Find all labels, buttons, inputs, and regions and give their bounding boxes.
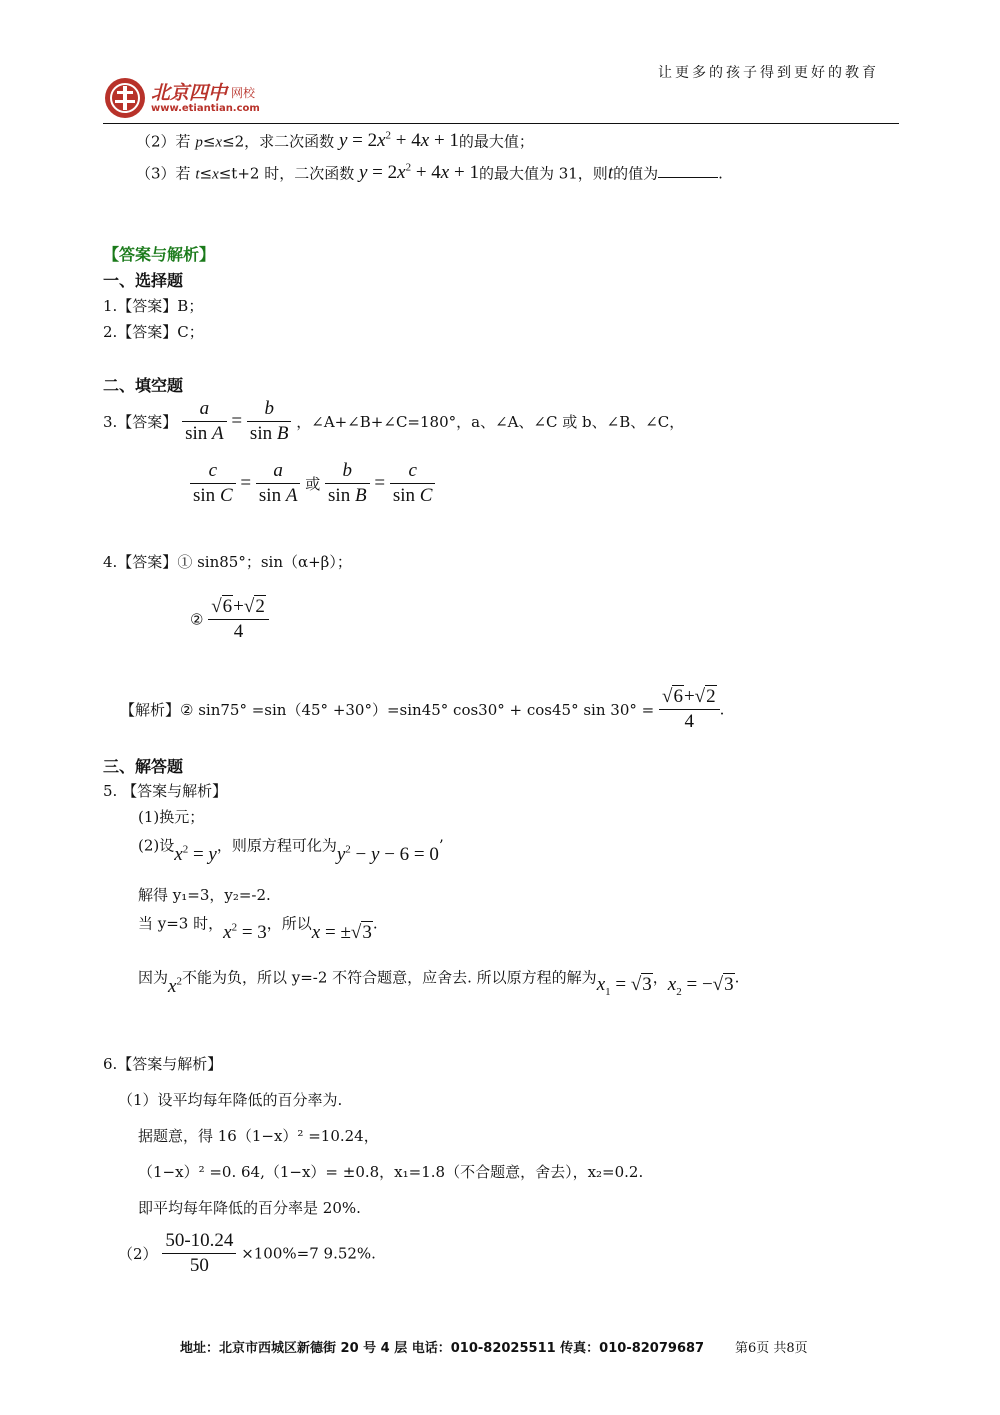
answer-3-line2: $\frac{c}{\text{sin C}}$ = $\frac{a}{\text{sin A}}$ 或 $\frac{b}{\text{sin B}}$ = $\frac{c}{\text{sin C}}$	[190, 460, 435, 507]
q6-line1: （1）设平均每年降低的百分率为.	[118, 1091, 343, 1109]
q5-line3: 解得 y₁=3，y₂=-2.	[138, 886, 271, 904]
q6-line2: 据题意，得 16（1−x）² =10.24，	[138, 1127, 379, 1145]
answers-title: 【答案与解析】	[103, 245, 216, 264]
answer-1: 1.【答案】B；	[103, 297, 204, 315]
logo-url: www.etiantian.com	[151, 103, 260, 114]
footer-page: 第6页 共8页	[735, 1341, 808, 1356]
footer-address: 地址：北京市西城区新德街 20 号 4 层 电话：010-82025511 传真：010-82079687	[180, 1341, 705, 1356]
q5-line2: (2)设$x^2 = y$，则原方程可化为$y^2 - y - 6 = 0$’	[138, 836, 444, 866]
q6-line4: 即平均每年降低的百分率是 20%.	[138, 1199, 361, 1217]
q5-line1: (1)换元；	[138, 808, 205, 826]
q5-line5: 因为$x^2$不能为负，所以 y=-2 不符合题意，应舍去. 所以原方程的解为$x_1 = √3$，$x_2 = -√3$.	[138, 968, 740, 999]
section-3-title: 三、解答题	[103, 757, 184, 776]
answer-4: 4.【答案】① sin85°；sin（α+β）；	[103, 553, 352, 571]
answer-4-part2: ② $\frac{√6+√2}{4}$	[190, 596, 269, 643]
question-5-label: 5. 【答案与解析】	[103, 782, 228, 800]
q6-line5: （2） $\frac{50-10.24}{50}$ ×100%=7 9.52%.	[118, 1230, 376, 1276]
question-6-label: 6.【答案与解析】	[103, 1055, 223, 1073]
logo-cn: 北京四中	[151, 82, 228, 104]
section-1-title: 一、选择题	[103, 271, 184, 290]
section-2-title: 二、填空题	[103, 376, 184, 395]
q5-line4: 当 y=3 时，$x^2 = 3$，所以x = ±√3.	[138, 914, 378, 944]
q6-line3: （1−x）² =0. 64,（1−x）= ±0.8，x₁=1.8（不合题意，舍去），x₂=0.2.	[138, 1163, 644, 1181]
logo-emblem-icon	[103, 76, 147, 120]
logo-net: 网校	[231, 86, 256, 100]
header-rule	[103, 123, 899, 124]
answer-3-line1: 3.【答案】 $\frac{a}{\text{sin A}}$ = $\frac{b}{\text{sin B}}$ ，∠A+∠B+∠C=180°，a、∠A、∠C 或 b、∠B、∠C，	[103, 398, 685, 444]
answer-blank	[658, 163, 718, 178]
logo	[103, 76, 303, 120]
question-3: （3）若 t≤x≤t+2 时，二次函数 $y = 2x^2 + 4x + 1$的最大值为 31，则t的值为 .	[136, 162, 723, 184]
answer-2: 2.【答案】C；	[103, 323, 204, 341]
question-2: （2）若 p≤x≤2，求二次函数 $y = 2x^2 + 4x + 1$的最大值；	[136, 130, 534, 152]
answer-4-explanation: 【解析】② sin75° =sin（45° +30°）=sin45° cos30° + cos45° sin 30° = $\frac{√6+√2}{4}$ .	[120, 686, 725, 732]
slogan: 让更多的孩子得到更好的教育	[658, 65, 879, 81]
